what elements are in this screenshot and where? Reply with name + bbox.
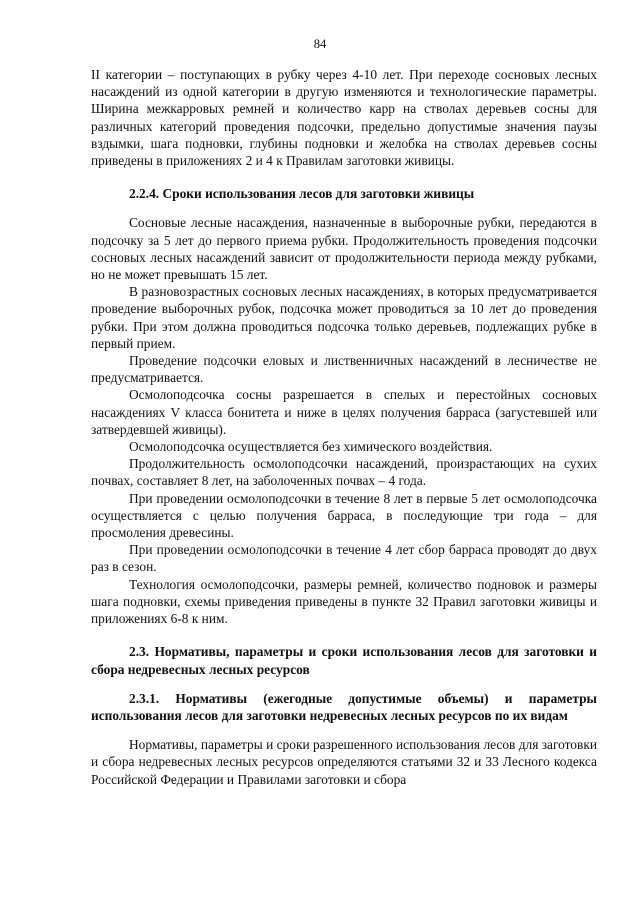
paragraph: При проведении осмолоподсочки в течение 8 лет в первые 5 лет осмолоподсочка осуществляется с целью получения барраса, в последующие три года – для просмоления древесины. <box>91 490 597 541</box>
section-heading-2-3-1: 2.3.1. Нормативы (ежегодные допустимые объемы) и параметры использования лесов для заготовки недревесных лесных ресурсов по их видам <box>91 690 597 723</box>
section-heading-2-3: 2.3. Нормативы, параметры и сроки использования лесов для заготовки и сбора недревесных лесных ресурсов <box>91 644 597 677</box>
paragraph: Осмолоподсочка сосны разрешается в спелых и перестойных сосновых насаждениях V класса бонитета и ниже в целях получения барраса (загустевшей или затвердевшей живицы). <box>91 387 597 437</box>
paragraph: Осмолоподсочка осуществляется без химического воздействия. <box>129 439 493 455</box>
paragraph: Нормативы, параметры и сроки разрешенного использования лесов для заготовки и сбора недревесных лесных ресурсов определяются статьями 32 и 33 Лесного кодекса Российской Федерации и Правилами заготовки и сбора <box>91 737 597 787</box>
paragraph-continuation: II категории – поступающих в рубку через 4-10 лет. При переходе сосновых лесных насаждений из одной категории в другую изменяются и технологические параметры. Ширина межкарровых ремней и количество карр на стволах деревьев сосны для различных категорий проведения подсочки, предельно допустимые значения паузы вздымки, шага подновки, глубины подновки и желобка на стволах деревьев сосны приведены в приложениях 2 и 4 к Правилам заготовки живицы. <box>91 67 597 169</box>
page-number: 84 <box>313 37 327 51</box>
paragraph: В разновозрастных сосновых лесных насаждениях, в которых предусматривается проведение выборочных рубок, подсочка может проводиться за 10 лет до проведения рубки. При этом должна проводиться подсочка только деревьев, подлежащих рубке в первый прием. <box>91 284 597 351</box>
paragraph: При проведении осмолоподсочки в течение 4 лет сбор барраса проводят до двух раз в сезон. <box>91 542 597 575</box>
section-heading-2-2-4: 2.2.4. Сроки использования лесов для заготовки живицы <box>129 186 475 202</box>
document-body <box>91 66 597 788</box>
paragraph: Продолжительность осмолоподсочки насаждений, произрастающих на сухих почвах, составляет 8 лет, на заболоченных почвах – 4 года. <box>91 456 597 489</box>
paragraph: Технология осмолоподсочки, размеры ремней, количество подновок и размеры шага подновки, схемы приведения приведены в пункте 32 Правил заготовки живицы и приложениях 6-8 к ним. <box>91 576 597 627</box>
paragraph: Сосновые лесные насаждения, назначенные в выборочные рубки, передаются в подсочку за 5 лет до первого приема рубки. Продолжительность проведения подсочки сосновых лесных насаждений зависит от продолжительности периода между рубками, но не может превышать 15 лет. <box>91 215 597 283</box>
paragraph: Проведение подсочки еловых и лиственничных насаждений в лесничестве не предусматривается. <box>91 353 597 386</box>
